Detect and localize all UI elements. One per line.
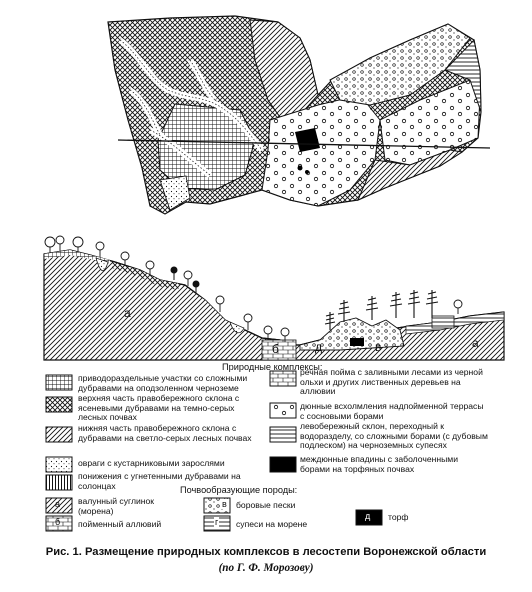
swatch-3 xyxy=(46,427,72,442)
profile-label-a-left: а xyxy=(124,306,131,320)
legend-natural-text-4: овраги с кустарниковыми зарослями xyxy=(78,458,225,468)
legend-natural-text-6: речная пойма с заливными лесами из черной ольхи и других лиственных деревьев на аллювии xyxy=(300,367,483,397)
legend-natural-text-2: верхняя часть правобережного склона с ясеневыми дубравами на темно-серых лесных почвах xyxy=(78,393,240,423)
soil-mark-g: г xyxy=(215,517,219,527)
swatch-8 xyxy=(270,427,296,442)
legend-natural-text-1: приводораздельные участки со сложными дубравами на оподзоленном черноземе xyxy=(78,373,248,393)
soil-mark-v: в xyxy=(222,499,227,509)
swatch-1 xyxy=(46,375,72,390)
swatch-9 xyxy=(270,457,296,472)
section-natural-heading: Природные комплексы: xyxy=(222,362,323,372)
swatch-4 xyxy=(46,457,72,472)
profile-label-b: б xyxy=(272,342,279,356)
swatch-6 xyxy=(270,371,296,386)
swatch-5 xyxy=(46,475,72,490)
soil-text-d: торф xyxy=(388,512,409,522)
legend-natural-text-8: левобережный склон, переходный к водоразделу, со сложными борами (с дубовым подлеском) на черноземных супесях xyxy=(300,421,488,451)
soil-text-g: супеси на морене xyxy=(236,519,308,529)
section-soil-heading: Почвообразующие породы: xyxy=(180,485,298,495)
profile-label-a-right: а xyxy=(472,336,479,350)
legend-natural-text-3: нижняя часть правобережного склона с дубравами на светло-серых лесных почвах xyxy=(78,423,252,443)
legend-natural-text-7: дюнные всхолмления надпойменной террасы с сосновыми борами xyxy=(300,401,484,421)
legend-natural-text-5: понижения с угнетенными дубравами на солонцах xyxy=(78,471,241,491)
swatch-2 xyxy=(46,397,72,412)
swatch-7 xyxy=(270,403,296,418)
legend-natural-text-9: междюнные впадины с заболоченными борами на торфяных почвах xyxy=(300,454,459,474)
soil-text-a: валунный суглинок (морена) xyxy=(78,496,155,516)
soil-mark-d: д xyxy=(365,511,371,521)
soil-text-b: пойменный аллювий xyxy=(78,519,162,529)
soil-mark-a: а xyxy=(55,499,61,509)
profile-label-v: в xyxy=(375,340,382,354)
map xyxy=(108,16,490,214)
figure-caption-line-2: (по Г. Ф. Морозову) xyxy=(218,562,314,574)
soil-text-v: боровые пески xyxy=(236,500,296,510)
profile-label-d: д xyxy=(315,340,323,354)
soil-mark-b: б xyxy=(55,517,61,527)
figure-caption-line-1: Рис. 1. Размещение природных комплексов в лесостепи Воронежской области xyxy=(45,546,487,558)
